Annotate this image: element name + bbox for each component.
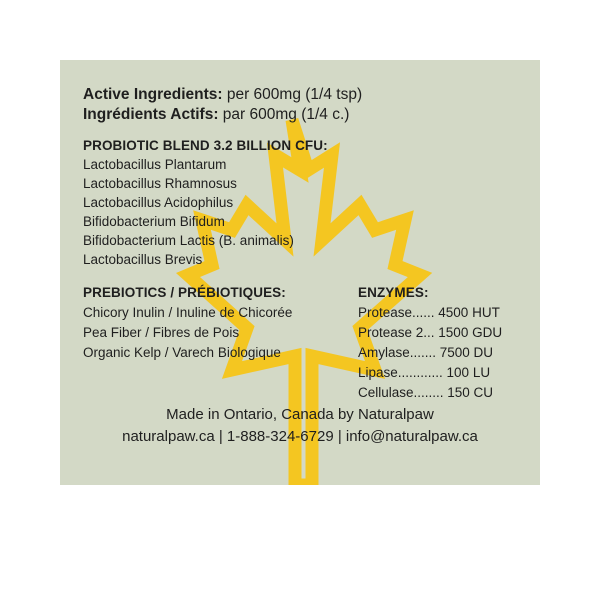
enzymes-heading: ENZYMES: <box>358 285 429 300</box>
probiotic-item: Lactobacillus Acidophilus <box>83 195 234 210</box>
prebiotic-item: Pea Fiber / Fibres de Pois <box>83 325 240 340</box>
active-ingredients-en-value: per 600mg (1/4 tsp) <box>222 86 363 103</box>
enzyme-item: Amylase....... 7500 DU <box>358 345 494 360</box>
probiotic-item: Lactobacillus Plantarum <box>83 157 227 172</box>
footer-contact: naturalpaw.ca | 1-888-324-6729 | info@naturalpaw.ca <box>122 428 478 445</box>
prebiotic-item: Chicory Inulin / Inuline de Chicorée <box>83 305 293 320</box>
probiotic-item: Bifidobacterium Bifidum <box>83 214 225 229</box>
active-ingredients-en-label: Active Ingredients: <box>83 86 223 103</box>
prebiotics-heading: PREBIOTICS / PRÉBIOTIQUES: <box>83 285 286 300</box>
label-content <box>60 60 540 485</box>
footer-made-in: Made in Ontario, Canada by Naturalpaw <box>166 406 434 423</box>
enzyme-item: Protease...... 4500 HUT <box>358 305 500 320</box>
active-ingredients-fr <box>83 105 349 124</box>
probiotic-item: Lactobacillus Brevis <box>83 252 203 267</box>
enzyme-item: Lipase............ 100 LU <box>358 365 491 380</box>
active-ingredients-fr-label: Ingrédients Actifs: <box>83 106 219 123</box>
probiotic-item: Lactobacillus Rhamnosus <box>83 176 237 191</box>
enzyme-item: Cellulase........ 150 CU <box>358 385 494 400</box>
active-ingredients-en <box>83 85 362 104</box>
active-ingredients-fr-value: par 600mg (1/4 c.) <box>218 106 350 123</box>
probiotic-heading: PROBIOTIC BLEND 3.2 BILLION CFU: <box>83 138 328 153</box>
probiotic-item: Bifidobacterium Lactis (B. animalis) <box>83 233 294 248</box>
enzyme-item: Protease 2... 1500 GDU <box>358 325 503 340</box>
label-panel <box>60 60 540 485</box>
prebiotic-item: Organic Kelp / Varech Biologique <box>83 345 281 360</box>
